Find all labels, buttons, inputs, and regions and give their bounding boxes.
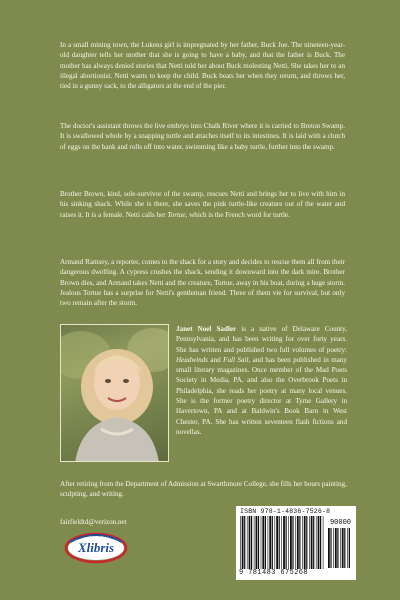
barcode-bar [306,516,307,569]
barcode-bar [323,516,324,569]
author-photo [60,324,169,462]
barcode-bar [251,516,252,569]
barcode-bar [242,516,244,569]
barcode-bar [299,516,300,569]
barcode-bar [320,516,321,569]
bio-text-1: is a native of Delaware County, Pennsylvania, and has been writing for over forty years. She has written and published two full volumes of poetry: [176,325,348,354]
barcode-bar [333,528,334,568]
xlibris-logo [64,530,128,564]
barcode-bar [272,516,273,569]
barcode-bar [244,516,245,569]
barcode-bar [262,516,264,569]
barcode-bar [269,516,271,569]
author-email[interactable]: fairfieldtd@verizon.net [60,518,127,526]
barcode-bar [286,516,287,569]
barcode-bar [344,528,345,568]
book-title-full-sail: Full Sail [223,355,249,364]
bio-text-2: and [207,355,224,364]
barcode-bar [283,516,285,569]
price-code: 90000 [329,519,351,527]
barcode-bar [265,516,266,569]
barcode-bar [347,528,348,568]
barcode-bar [349,528,350,568]
isbn-barcode [236,506,356,580]
synopsis-p3-text-a: Brother Brown, kind, sole-survivor of the swamp, rescues Netti and brings her to live with him in his sinking shack. While she is there, she saves the pink turtle-like creature out of the water and raises it. It is a female. Netti calls her [60,190,345,219]
barcode-bar [290,516,292,569]
barcode-bar [297,516,299,569]
ean-digits: 9 781483 675268 [239,569,309,577]
author-bio [176,324,347,437]
barcode-bar [247,516,248,569]
barcode-bar [256,516,258,569]
synopsis-p3-text-b: , which is the French word for turtle. [185,210,290,219]
barcode-bar [302,516,303,569]
barcode-bar [340,528,341,568]
retirement-paragraph: After retiring from the Department of Admission at Swarthmore College, she fills her hours painting, sculpting, and writing. [60,480,347,499]
barcode-bar [261,516,262,569]
barcode-bar [337,528,338,568]
barcode-bar [330,528,331,568]
barcode-bar [254,516,255,569]
barcode-bar [292,516,293,569]
barcode-bar [240,516,241,569]
tortue-italic: Tortue [167,210,186,219]
barcode-bar [311,516,313,569]
ean-barcode-bars [240,516,324,569]
synopsis-paragraph-3 [60,189,345,220]
barcode-bar [276,516,278,569]
barcode-bar [275,516,276,569]
bio-text-3: , and has been published in many small literary magazines. Once member of the Mad Poets Society in Media, PA, and also the Overbrook Poets in Philadelphia, she reads her poetry at many local venues. She is the former poetry director at Tyme Gallery in Havertown, PA and at Baldwin's Book Barn in West Chester, PA. She has written seventeen flash fictions and novellas. [176,355,347,436]
barcode-bar [313,516,314,569]
barcode-bar [249,516,251,569]
barcode-bar [268,516,269,569]
barcode-bar [335,528,337,568]
barcode-bar [342,528,344,568]
barcode-bar [279,516,280,569]
barcode-bar [318,516,320,569]
barcode-bar [309,516,310,569]
barcode-bar [281,516,282,569]
barcode-bar [304,516,306,569]
barcode-bar [328,528,330,568]
barcode-bar [295,516,296,569]
author-name: Janet Noel Sadler [176,325,237,333]
isbn-number: ISBN 978-1-4836-7526-8 [240,508,331,515]
barcode-bar [316,516,317,569]
barcode-bar [288,516,289,569]
book-title-headwinds: Headwinds [176,355,208,364]
barcode-bar [258,516,259,569]
author-portrait-illustration [61,325,169,462]
synopsis-paragraph-1: In a small mining town, the Lukens girl is impregnated by her father, Buck Joe. The nineteen-year-old daughter tells her mother that she is going to have a baby, and that the father is Buck. The mother has always denied stories that Netti told her about Buck molesting Netti. She takes her to an illegal abortionist. Netti wants to keep the child. Buck beats her when they return, and throws her, tied in a gunny sack, to the alligators at the end of the pier. [60,41,345,91]
synopsis-paragraph-2: The doctor's assistant throws the live embryo into Chalk River where it is carried to Breton Swamp. It is swallowed whole by a snapping turtle and attaches itself to its intestines. It is laid with a clutch of eggs on the bank and rolls off into water, swimming like a baby turtle, further into the swamp. [60,122,345,151]
publisher-name: Xlibris [77,540,115,555]
price-barcode-bars [328,528,350,568]
synopsis-paragraph-4: Armand Ramsey, a reporter, comes to the shack for a story and decides to rescue them all from their dangerous dwelling. A cypress crushes the shack, sending it downward into the dark mire. Brother Brown dies, and Armand takes Netti and the creature, Tortue, away in his boat, during a huge storm. Jealous Tortue has a surprise for Netti's gentleman friend. Three of them vie for survival, but only two remain after the storm. [60,258,345,308]
xlibris-logo-mark [64,530,128,564]
